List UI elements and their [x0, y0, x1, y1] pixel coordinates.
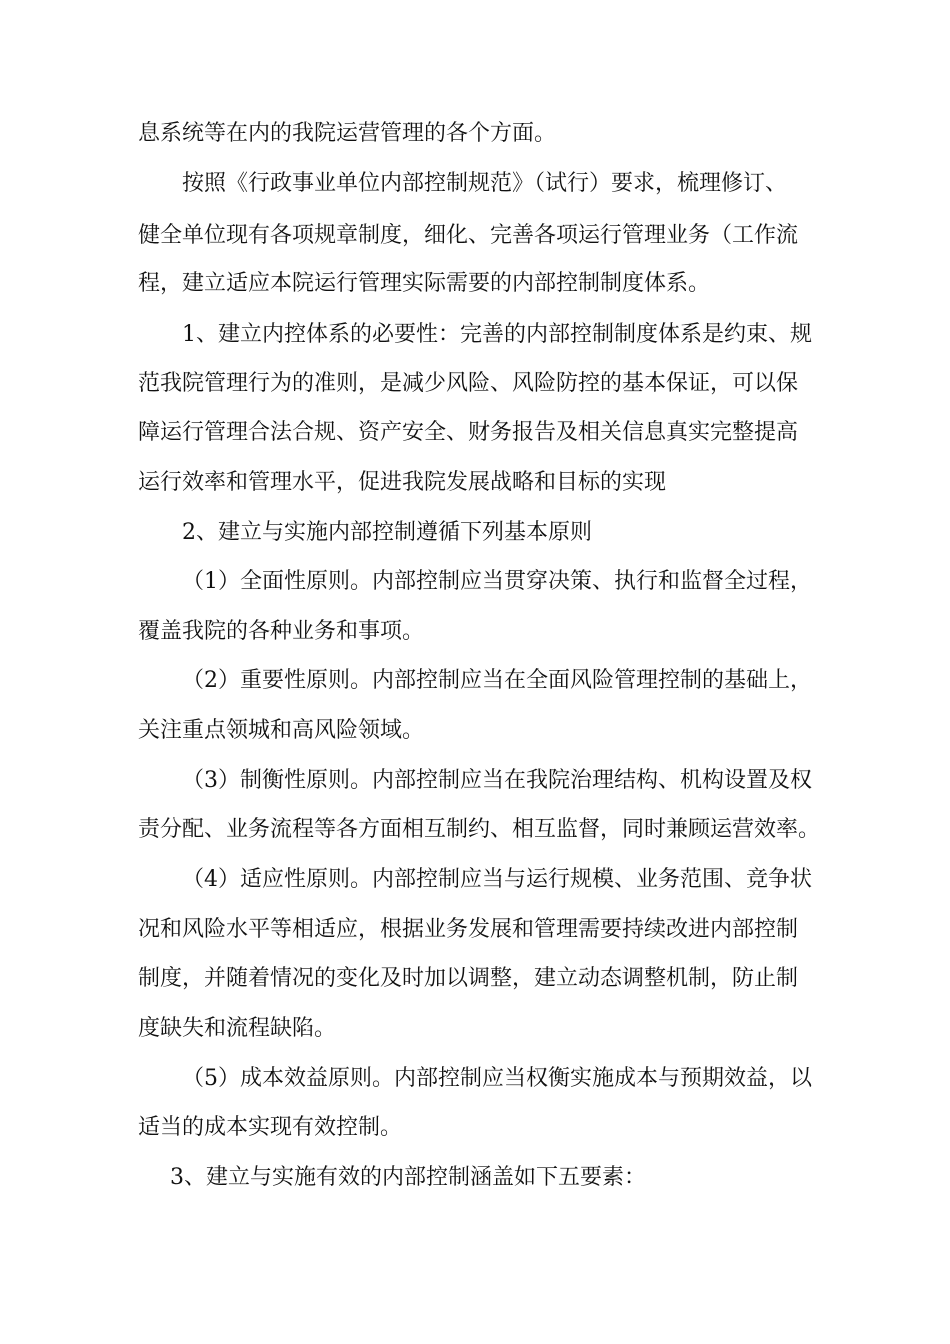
text-line: 健全单位现有各项规章制度，细化、完善各项运行管理业务（工作流: [138, 223, 799, 248]
text-line: （4）适应性原则。内部控制应当与运行规模、业务范围、竞争状: [182, 867, 812, 892]
text-line: 程，建立适应本院运行管理实际需要的内部控制制度体系。: [138, 271, 711, 296]
text-line: 度缺失和流程缺陷。: [138, 1016, 337, 1041]
text-line: 况和风险水平等相适应，根据业务发展和管理需要持续改进内部控制: [138, 917, 799, 942]
text-line: 3、建立与实施有效的内部控制涵盖如下五要素：: [170, 1165, 646, 1190]
text-line: 1、建立内控体系的必要性：完善的内部控制制度体系是约束、规: [182, 322, 812, 347]
text-line: （3）制衡性原则。内部控制应当在我院治理结构、机构设置及权: [182, 768, 812, 793]
text-line: 适当的成本实现有效控制。: [138, 1115, 403, 1140]
text-line: 范我院管理行为的准则，是减少风险、风险防控的基本保证，可以保: [138, 371, 799, 396]
text-line: （1）全面性原则。内部控制应当贯穿决策、执行和监督全过程，: [182, 569, 812, 594]
text-line: 覆盖我院的各种业务和事项。: [138, 619, 425, 644]
text-line: （2）重要性原则。内部控制应当在全面风险管理控制的基础上，: [182, 668, 812, 693]
text-line: （5）成本效益原则。内部控制应当权衡实施成本与预期效益，以: [182, 1066, 812, 1091]
text-line: 运行效率和管理水平，促进我院发展战略和目标的实现: [138, 470, 667, 495]
text-line: 障运行管理合法合规、资产安全、财务报告及相关信息真实完整提高: [138, 420, 799, 445]
text-line: 2、建立与实施内部控制遵循下列基本原则: [182, 520, 592, 545]
text-line: 责分配、业务流程等各方面相互制约、相互监督，同时兼顾运营效率。: [138, 817, 821, 842]
text-line: 关注重点领城和高风险领域。: [138, 718, 425, 743]
text-line: 制度，并随着情况的变化及时加以调整，建立动态调整机制，防止制: [138, 966, 799, 991]
text-line: 按照《行政事业单位内部控制规范》（试行）要求，梳理修订、: [182, 171, 788, 196]
text-line: 息系统等在内的我院运营管理的各个方面。: [138, 121, 557, 146]
